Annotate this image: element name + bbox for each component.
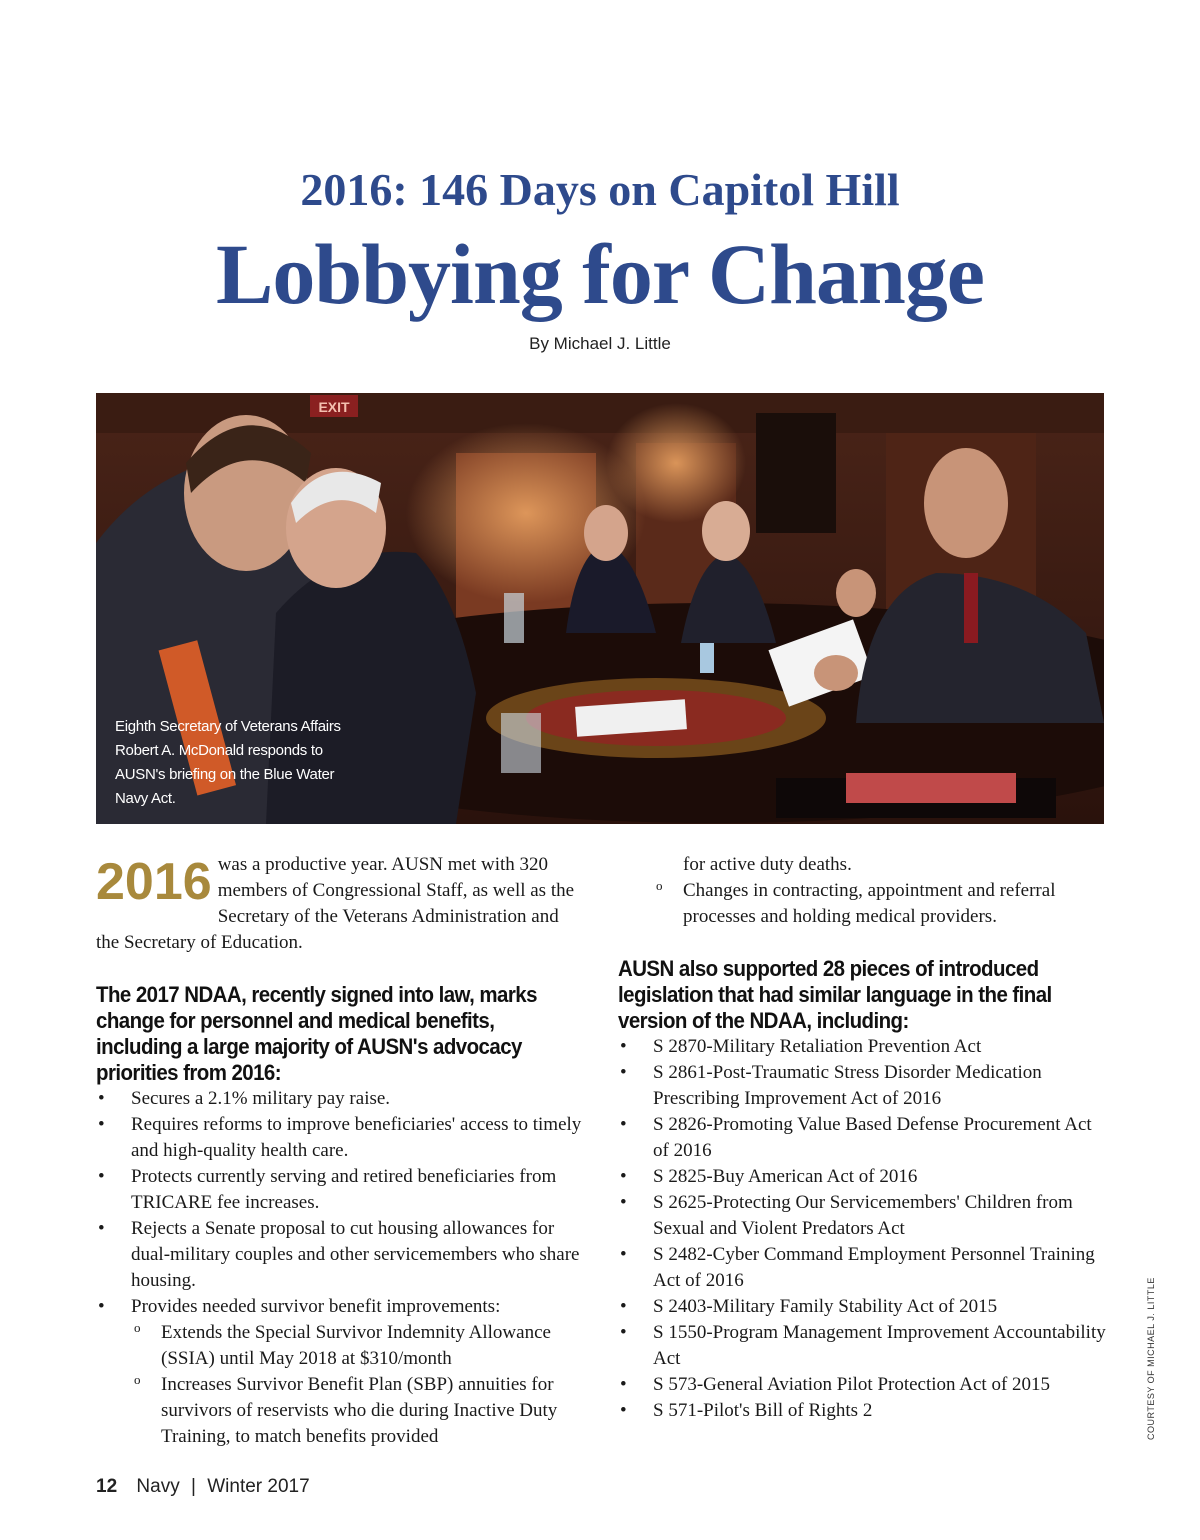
- footer-separator: |: [191, 1476, 196, 1497]
- brochure: [846, 773, 1016, 803]
- list-item: • S 2870-Military Retaliation Prevention Act: [618, 1034, 1108, 1060]
- list-item: • Protects currently serving and retired beneficiaries from TRICARE fee increases.: [96, 1164, 586, 1216]
- photo-caption: Eighth Secretary of Veterans Affairs Robert A. McDonald responds to AUSN's briefing on the Blue Water Navy Act.: [115, 718, 341, 807]
- list-item: • S 1550-Program Management Improvement Accountability Act: [618, 1320, 1108, 1372]
- legislation-list: [618, 1034, 1108, 1424]
- list-item: • Rejects a Senate proposal to cut housing allowances for dual-military couples and other servicemembers who share housing.: [96, 1216, 586, 1294]
- article-kicker: 2016: 146 Days on Capitol Hill: [300, 164, 900, 215]
- ndaa-bullet-list: [96, 1086, 586, 1450]
- sub-list-item: o Changes in contracting, appointment and referral processes and holding medical providers.: [618, 878, 1108, 930]
- article-byline: By Michael J. Little: [529, 334, 671, 353]
- list-item: • Secures a 2.1% military pay raise.: [96, 1086, 586, 1112]
- list-item: • S 2403-Military Family Stability Act of 2015: [618, 1294, 1108, 1320]
- left-column: [96, 852, 586, 1450]
- list-item: • S 571-Pilot's Bill of Rights 2: [618, 1398, 1108, 1424]
- photo-credit: COURTESY OF MICHAEL J. LITTLE: [1146, 1277, 1156, 1440]
- list-item: • Requires reforms to improve beneficiaries' access to timely and high-quality health care.: [96, 1112, 586, 1164]
- page-number: 12: [96, 1476, 118, 1497]
- continued-text: for active duty deaths.: [683, 854, 852, 875]
- sub-list-item: o Extends the Special Survivor Indemnity Allowance (SSIA) until May 2018 at $310/month: [96, 1320, 586, 1372]
- list-item: • S 2861-Post-Traumatic Stress Disorder Medication Prescribing Improvement Act of 2016: [618, 1060, 1108, 1112]
- exit-sign-label: EXIT: [318, 399, 350, 415]
- publication-name: Navy: [136, 1476, 180, 1497]
- television: [756, 413, 836, 533]
- list-item: • S 2625-Protecting Our Servicemembers' Children from Sexual and Violent Predators Act: [618, 1190, 1108, 1242]
- issue-date: Winter 2017: [207, 1476, 310, 1497]
- lead-paragraph: [96, 852, 586, 956]
- dropcap-year: 2016: [96, 853, 212, 911]
- lead-text: was a productive year. AUSN met with 320 members of Congressional Staff, as well as the Secretary of the Veterans Administration and the Secretary of Education.: [96, 854, 575, 953]
- legislation-subhead: AUSN also supported 28 pieces of introduced legislation that had similar language in the final version of the NDAA, including:: [618, 956, 1052, 1033]
- pitcher: [504, 593, 524, 643]
- meeting-photo: [96, 393, 1104, 824]
- list-item: • S 2825-Buy American Act of 2016: [618, 1164, 1108, 1190]
- survivor-sub-list: [618, 878, 1108, 930]
- ndaa-subhead: The 2017 NDAA, recently signed into law, marks change for personnel and medical benefits, including a large majority of AUSN's advocacy priorities from 2016:: [96, 982, 537, 1085]
- article-headline: Lobbying for Change: [216, 226, 984, 322]
- list-item: • S 573-General Aviation Pilot Protection Act of 2015: [618, 1372, 1108, 1398]
- list-item: • S 2826-Promoting Value Based Defense Procurement Act of 2016: [618, 1112, 1108, 1164]
- list-item: • S 2482-Cyber Command Employment Personnel Training Act of 2016: [618, 1242, 1108, 1294]
- sub-list-item: o Increases Survivor Benefit Plan (SBP) annuities for survivors of reservists who die during Inactive Duty Training, to match benefits provided: [96, 1372, 586, 1450]
- water-glass: [501, 713, 541, 773]
- list-item: • Provides needed survivor benefit improvements:: [96, 1294, 586, 1320]
- right-column: [618, 852, 1108, 1424]
- page-footer: [96, 1476, 310, 1498]
